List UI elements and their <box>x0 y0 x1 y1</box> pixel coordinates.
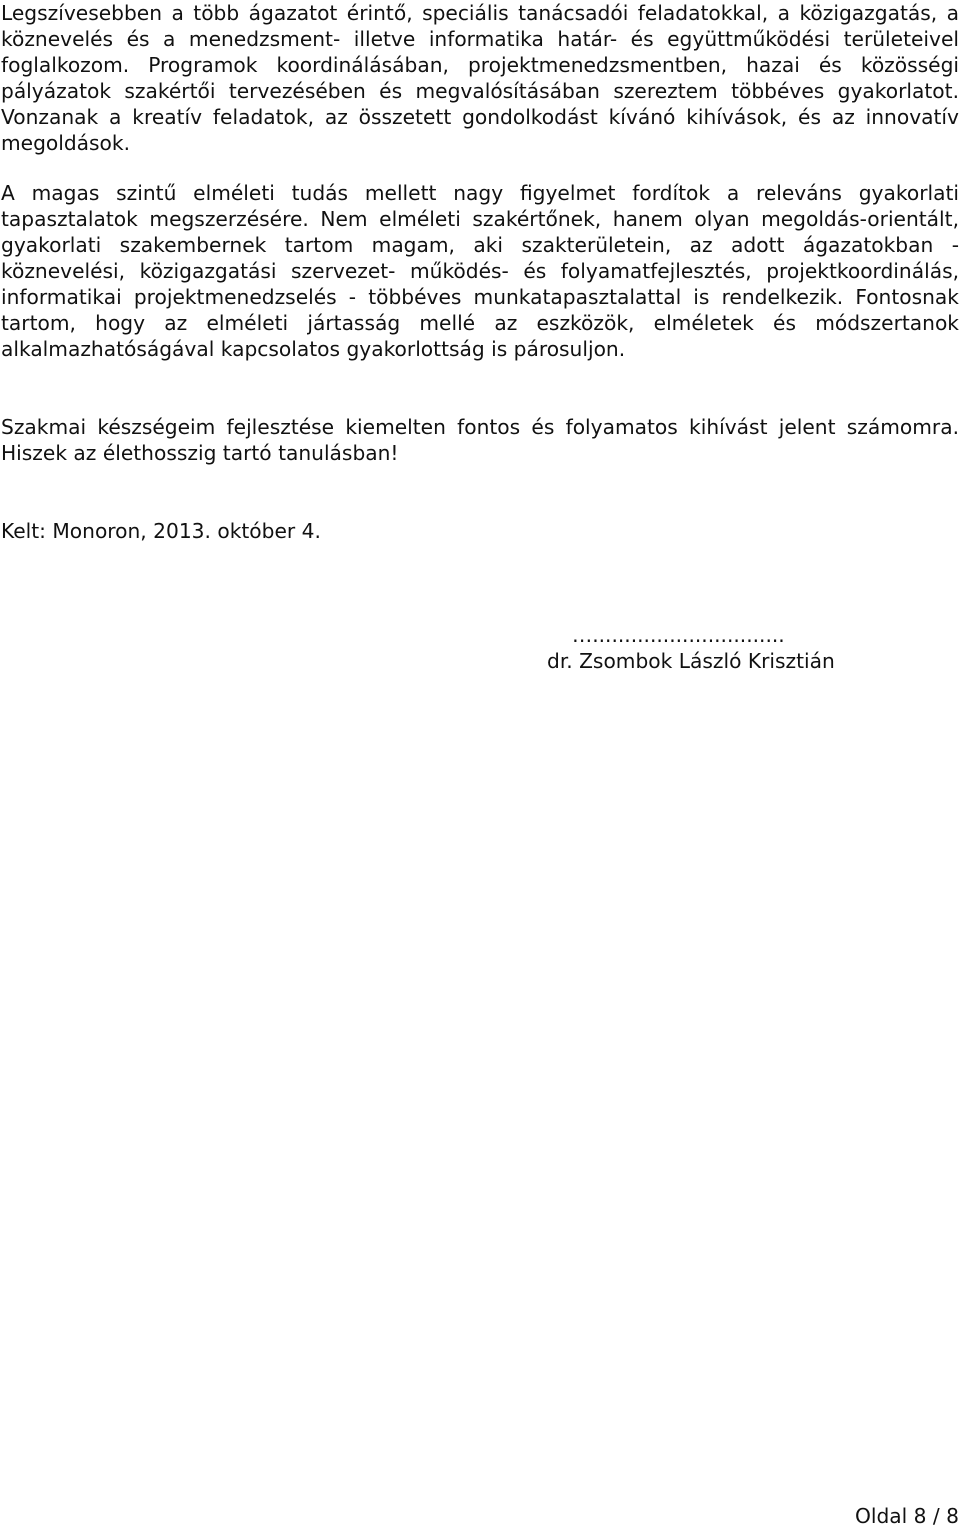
page-number: Oldal 8 / 8 <box>854 1504 959 1528</box>
paragraph-lifelong-learning: Szakmai készségeim fejlesztése kiemelten fontos és folyamatos kihívást jelent számomra. Hiszek az élethosszig tartó tanulásban! <box>1 415 959 465</box>
signature-name: dr. Zsombok László Krisztián <box>547 649 835 673</box>
paragraph-practical-experience: A magas szintű elméleti tudás mellett nagy figyelmet fordítok a releváns gyakorlati tapasztalatok megszerzésére. Nem elméleti szakértőnek, hanem olyan megoldás-orientált, gyakorlati szakembernek tartom magam, aki szakterületein, az adott ágazatokban - köznevelési, közigazgatási szervezet- működés- és folyamatfejlesztés, projektkoordinálás, informatikai projektmenedzselés - többéves munkatapasztalattal is rendelkezik. Fontosnak tartom, hogy az elméleti jártasság mellé az eszközök, elméletek és módszertanok alkalmazhatóságával kapcsolatos gyakorlottság is párosuljon. <box>1 181 959 361</box>
signature-line: ….............................. <box>572 623 785 647</box>
dateline: Kelt: Monoron, 2013. október 4. <box>1 519 321 543</box>
paragraph-specialization: Legszívesebben a több ágazatot érintő, speciális tanácsadói feladatokkal, a közigazgatás, a köznevelés és a menedzsment- illetve informatika határ- és együttműködési területeivel foglalkozom. Programok koordinálásában, projektmenedzsmentben, hazai és közösségi pályázatok szakértői tervezésében és megvalósításában szereztem többéves gyakorlatot. Vonzanak a kreatív feladatok, az összetett gondolkodást kívánó kihívások, és az innovatív megoldások. <box>1 1 959 155</box>
